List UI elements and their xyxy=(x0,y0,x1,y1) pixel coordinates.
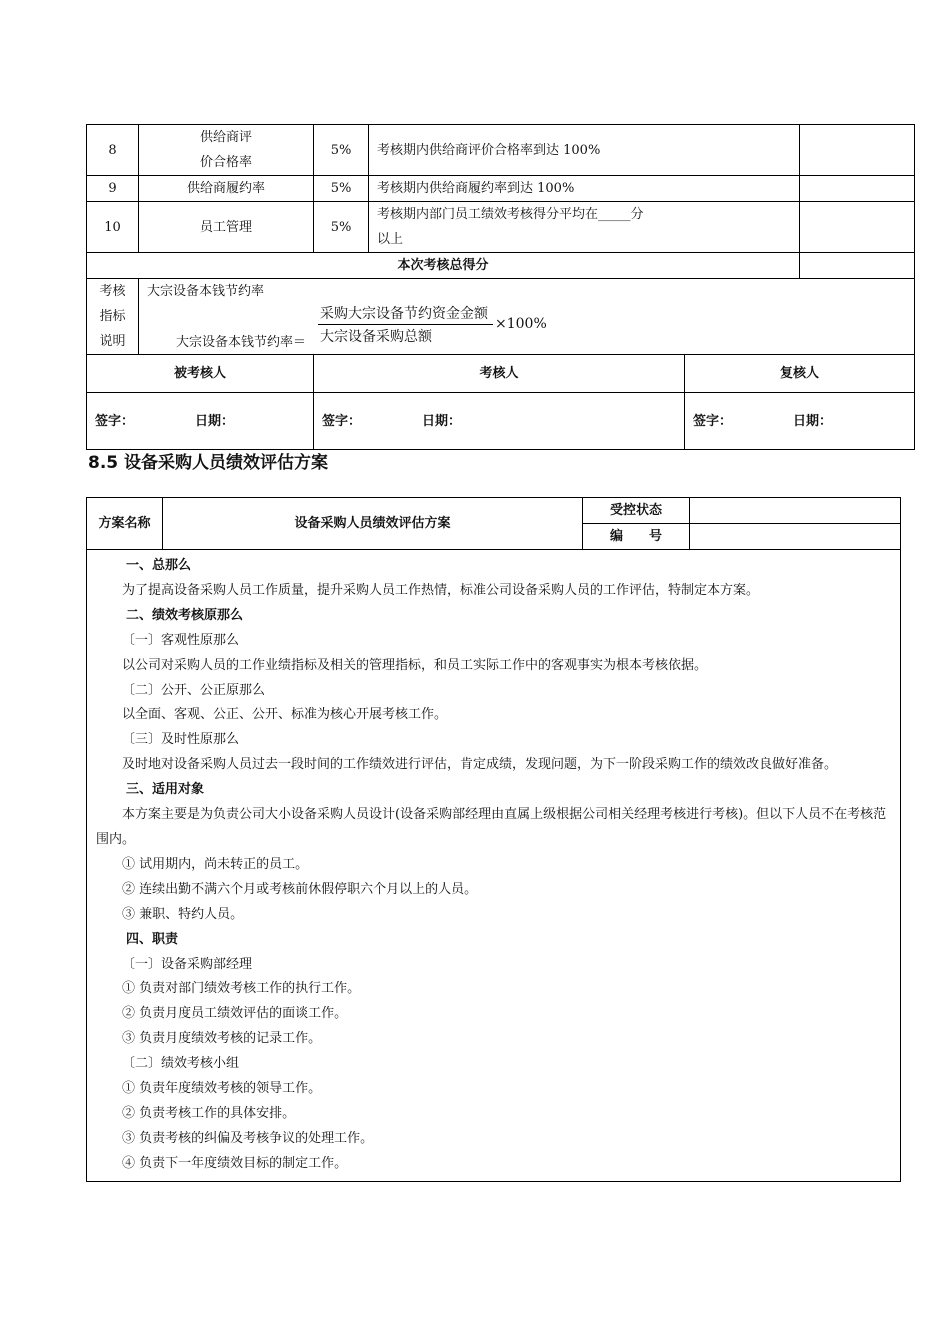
assessor-label: 考核人 xyxy=(314,355,685,393)
section-heading: 四、职责 xyxy=(126,931,179,947)
body-paragraph: ③ 负责月度绩效考核的记录工作。 xyxy=(122,1031,322,1047)
body-paragraph: ③ 兼职、特约人员。 xyxy=(122,906,244,922)
note-label-line: 说明 xyxy=(99,334,126,349)
total-score-cell xyxy=(800,253,915,279)
body-paragraph: 本方案主要是为负责公司大小设备采购人员设计(设备采购部经理由直属上级根据公司相关经理考核进行考核)。但以下人员不在考核范围内。 xyxy=(96,807,887,847)
body-paragraph: ② 连续出勤不满六个月或考核前休假停职六个月以上的人员。 xyxy=(122,881,478,897)
note-label-line: 考核 xyxy=(99,284,126,299)
note-title: 大宗设备本钱节约率 xyxy=(147,284,265,299)
body-paragraph: ① 负责年度绩效考核的领导工作。 xyxy=(122,1081,322,1097)
body-paragraph: ③ 负责考核的纠偏及考核争议的处理工作。 xyxy=(122,1130,374,1146)
date-label: 日期： xyxy=(195,413,235,429)
body-paragraph: 及时地对设备采购人员过去一段时间的工作绩效进行评估，肯定成绩，发现问题，为下一阶段采购工作的绩效改良做好准备。 xyxy=(122,757,838,773)
plan-name-label: 方案名称 xyxy=(87,498,163,550)
indicator-desc: 考核期内供给商评价合格率到达 100% xyxy=(369,125,800,176)
weight: 5% xyxy=(314,202,369,253)
formula-lhs: 大宗设备本钱节约率＝ xyxy=(176,335,307,350)
signer-header-row xyxy=(87,355,915,393)
assessor-signature[interactable] xyxy=(314,393,685,450)
formula-numerator: 采购大宗设备节约资金金额 xyxy=(320,306,488,322)
indicator-desc xyxy=(369,202,800,253)
plan-table xyxy=(86,497,901,1182)
indicator-name: 员工管理 xyxy=(139,202,314,253)
body-paragraph: 以全面、客观、公正、公开、标准为核心开展考核工作。 xyxy=(122,707,448,723)
assessee-signature[interactable] xyxy=(87,393,314,450)
desc-text: 考核期内部门员工绩效考核得分平均在 xyxy=(377,207,599,222)
body-paragraph: 〔二〕绩效考核小组 xyxy=(122,1056,240,1072)
weight: 5% xyxy=(314,125,369,176)
indicator-name-line: 价合格率 xyxy=(199,155,252,170)
body-paragraph: 〔二〕公开、公正原那么 xyxy=(122,682,266,698)
sign-label: 签字： xyxy=(693,413,733,429)
sign-label: 签字： xyxy=(322,413,362,429)
plan-body-row xyxy=(87,550,901,1182)
signature-row xyxy=(87,393,915,450)
indicator-name: 供给商履约率 xyxy=(139,176,314,202)
date-label: 日期： xyxy=(793,413,833,429)
row-number: 8 xyxy=(87,125,139,176)
score-cell xyxy=(800,125,915,176)
body-paragraph: ② 负责月度员工绩效评估的面谈工作。 xyxy=(122,1006,348,1022)
indicator-name-line: 供给商评 xyxy=(199,130,252,145)
date-label: 日期： xyxy=(422,413,462,429)
note-label xyxy=(87,279,139,355)
indicator-desc: 考核期内供给商履约率到达 100% xyxy=(369,176,800,202)
body-paragraph: 〔一〕设备采购部经理 xyxy=(122,956,253,972)
sign-label: 签字： xyxy=(95,413,135,429)
number-label: 编 号 xyxy=(583,524,690,550)
control-status-label: 受控状态 xyxy=(583,498,690,524)
desc-text: 以上 xyxy=(377,232,404,247)
number-value[interactable] xyxy=(690,524,901,550)
score-cell xyxy=(800,202,915,253)
body-paragraph: ② 负责考核工作的具体安排。 xyxy=(122,1105,296,1121)
section-heading: 一、总那么 xyxy=(126,558,192,573)
plan-header-row xyxy=(87,498,901,524)
weight: 5% xyxy=(314,176,369,202)
kpi-table xyxy=(86,124,915,450)
formula-denominator: 大宗设备采购总额 xyxy=(320,329,432,345)
indicator-name xyxy=(139,125,314,176)
body-paragraph: ④ 负责下一年度绩效目标的制定工作。 xyxy=(122,1155,348,1171)
section-title: 8.5 设备采购人员绩效评估方案 xyxy=(88,453,329,473)
fraction-bar xyxy=(318,324,493,325)
total-row xyxy=(87,253,915,279)
body-paragraph: 〔三〕及时性原那么 xyxy=(122,732,240,748)
body-paragraph: 以公司对采购人员的工作业绩指标及相关的管理指标，和员工实际工作中的客观事实为根本考核依据。 xyxy=(122,657,708,673)
score-cell xyxy=(800,176,915,202)
row-number: 10 xyxy=(87,202,139,253)
reviewer-label: 复核人 xyxy=(685,355,915,393)
body-paragraph: 为了提高设备采购人员工作质量，提升采购人员工作热情，标准公司设备采购人员的工作评估，特制定本方案。 xyxy=(122,582,760,598)
note-label-line: 指标 xyxy=(99,309,126,324)
desc-text: 分 xyxy=(630,207,644,222)
plan-name: 设备采购人员绩效评估方案 xyxy=(163,498,583,550)
table-row xyxy=(87,202,915,253)
table-row xyxy=(87,125,915,176)
table-row xyxy=(87,176,915,202)
total-score-label: 本次考核总得分 xyxy=(87,253,800,279)
fill-blank: _____ xyxy=(598,207,631,222)
body-paragraph: ① 负责对部门绩效考核工作的执行工作。 xyxy=(122,981,361,997)
formula-multiplier: ×100% xyxy=(495,316,547,332)
section-heading: 二、绩效考核原那么 xyxy=(126,607,244,623)
section-heading: 三、适用对象 xyxy=(126,782,205,798)
body-paragraph: 〔一〕客观性原那么 xyxy=(122,632,240,648)
reviewer-signature[interactable] xyxy=(685,393,915,450)
body-paragraph: ① 试用期内，尚未转正的员工。 xyxy=(122,856,309,872)
row-number: 9 xyxy=(87,176,139,202)
assessee-label: 被考核人 xyxy=(87,355,314,393)
plan-body xyxy=(87,550,901,1182)
control-status-value[interactable] xyxy=(690,498,901,524)
